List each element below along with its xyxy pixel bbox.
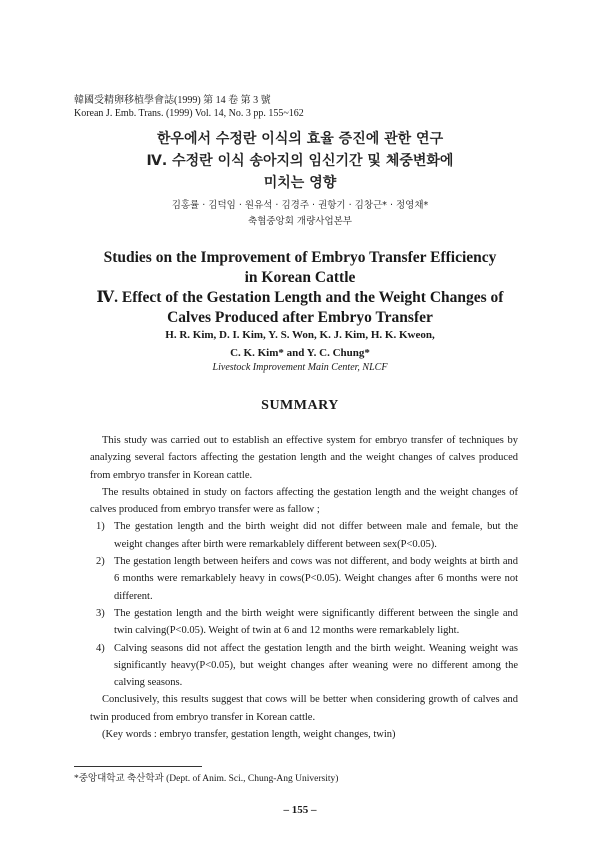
results-list-item [90,640,518,692]
item-text: The gestation length and the birth weight did not differ between male and female, but the weight changes after birth were remarkablely different between sex(P<0.05). [114,521,518,550]
korean-title-line: 미치는 영향 [263,175,337,191]
item-text: The gestation length and the birth weight were significantly different between the single and twin calving(P<0.05). Weight of twin at 6 and 12 months were remarkablely light. [114,607,518,637]
item-number: 3) [96,607,105,619]
results-list-item [90,553,518,605]
keywords: (Key words : embryo transfer, gestation length, weight changes, twin) [102,729,396,741]
item-text: The gestation length between heifers and cows was not different, and body weights at birth and 6 months were remarkablely heavy in cows(P<0.05). Weight changes after 6 months were not different. [114,556,518,602]
journal-header-korean: 韓國受精卵移植學會誌(1999) 第 14 卷 第 3 號 [74,95,271,106]
korean-authors [60,198,540,230]
english-author-line: H. R. Kim, D. I. Kim, Y. S. Won, K. J. Kim, H. K. Kweon, [165,329,435,341]
item-text: Calving seasons did not affect the gestation length and the birth weight. Weaning weight was significantly heavy(P<0.05), but weight changes after weaning were no different among the calving seasons. [114,642,518,689]
korean-title-line: Ⅳ. 수정란 이식 송아지의 임신기간 및 체중변화에 [146,153,454,169]
korean-title-line: 한우에서 수정란 이식의 효율 증진에 관한 연구 [156,131,444,147]
footnote-divider [74,766,202,767]
korean-affiliation: 축협중앙회 개량사업본부 [248,216,352,227]
item-number: 2) [96,556,105,568]
results-list-item [90,605,518,640]
english-title-line: Calves Produced after Embryo Transfer [167,309,433,326]
korean-title [60,128,540,194]
english-title-line: in Korean Cattle [244,269,356,286]
item-number: 1) [96,521,105,533]
journal-header [74,94,304,120]
summary-paragraph: The results obtained in study on factors affecting the gestation length and the weight changes of calves produced from embryo transfer were as fallow ; [90,486,518,516]
korean-author-names: 김홍률 · 김덕임 · 원유석 · 김경주 · 권항기 · 김창근* · 정영채* [171,200,429,211]
page-number: – 155 – [283,804,317,816]
summary-paragraph: This study was carried out to establish an effective system for embryo transfer of techniques by analyzing several factors affecting the gestation length and the weight changes of calves produced from embryo transfer in Korean cattle. [90,435,518,481]
english-title-line: Studies on the Improvement of Embryo Transfer Efficiency [103,249,497,266]
summary-heading: SUMMARY [261,398,339,413]
footnote: *중앙대학교 축산학과 (Dept. of Anim. Sci., Chung-Ang University) [74,774,339,784]
english-title [60,248,540,328]
results-list [90,518,518,691]
item-number: 4) [96,642,105,654]
english-title-line: Ⅳ. Effect of the Gestation Length and the Weight Changes of [96,289,504,306]
results-list-item [90,518,518,553]
summary-body [90,432,518,743]
english-author-line: C. K. Kim* and Y. C. Chung* [230,347,370,359]
english-authors [60,326,540,362]
journal-header-english: Korean J. Emb. Trans. (1999) Vol. 14, No. 3 pp. 155~162 [74,108,304,119]
conclusion-paragraph: Conclusively, this results suggest that cows will be better when considering growth of calves and twin produced from embryo transfer in Korean cattle. [90,694,518,723]
english-affiliation: Livestock Improvement Main Center, NLCF [212,362,388,373]
